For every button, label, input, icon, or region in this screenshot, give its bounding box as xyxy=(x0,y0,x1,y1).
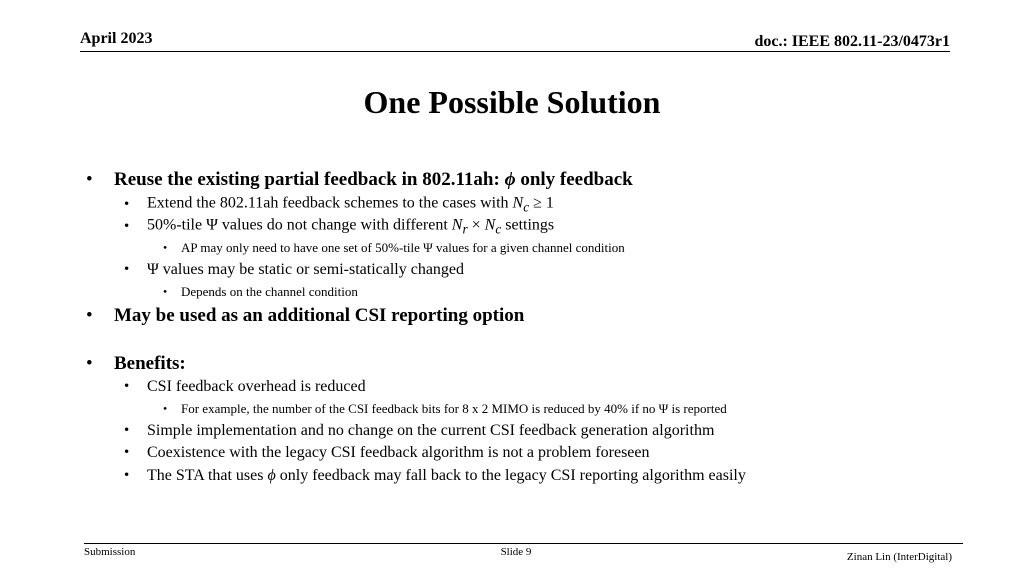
text-segment: Depends on the channel condition xyxy=(181,284,358,299)
bullet-text-level-3 xyxy=(181,240,625,256)
bullet-text-level-2 xyxy=(147,194,554,215)
text-segment: × xyxy=(467,216,485,234)
bullet-icon: • xyxy=(124,218,130,235)
bullet-icon: • xyxy=(163,240,168,255)
text-segment: AP may only need to have one set of 50%-tile Ψ values for a given channel condition xyxy=(181,240,625,255)
bullet-icon: • xyxy=(124,422,130,439)
bullet-text-level-2 xyxy=(147,216,554,237)
text-segment: Simple implementation and no change on the current CSI feedback generation algorithm xyxy=(147,422,715,439)
bullet-text-level-1 xyxy=(114,305,524,327)
header-divider xyxy=(80,51,950,52)
math-symbol: N xyxy=(484,216,496,234)
text-segment: Benefits: xyxy=(114,353,186,374)
bullet-icon: • xyxy=(163,401,168,416)
bullet-text-level-2 xyxy=(147,261,464,279)
text-segment: For example, the number of the CSI feedback bits for 8 x 2 MIMO is reduced by 40% if no Ψ is reported xyxy=(181,401,727,416)
bullet-text-level-1 xyxy=(114,353,186,375)
bullet-text-level-3 xyxy=(181,284,358,300)
bullet-icon: • xyxy=(86,169,93,190)
footer-submission: Submission xyxy=(84,546,136,558)
text-segment: 50%-tile Ψ values do not change with different xyxy=(147,216,452,234)
text-segment: The STA that uses xyxy=(147,467,268,484)
bullet-text-level-1 xyxy=(114,169,633,191)
math-symbol: r xyxy=(462,221,468,237)
bullet-text-level-2 xyxy=(147,422,714,440)
bullet-icon: • xyxy=(124,467,130,484)
text-segment: only feedback xyxy=(515,169,633,190)
footer-divider xyxy=(84,543,963,544)
bullet-icon: • xyxy=(86,305,93,326)
text-segment: May be used as an additional CSI reporting option xyxy=(114,305,525,326)
bullet-text-level-3 xyxy=(181,401,727,417)
text-segment: only feedback may fall back to the legacy CSI reporting algorithm easily xyxy=(275,467,746,484)
bullet-icon: • xyxy=(124,261,130,278)
text-segment: Reuse the existing partial feedback in 802.11ah: xyxy=(114,169,505,190)
math-symbol: N xyxy=(512,194,524,212)
bullet-text-level-2 xyxy=(147,378,366,396)
text-segment: CSI feedback overhead is reduced xyxy=(147,378,366,395)
text-segment: Extend the 802.11ah feedback schemes to the cases with xyxy=(147,194,513,212)
text-segment: Ψ values may be static or semi-statically changed xyxy=(147,261,465,278)
math-symbol: ϕ xyxy=(504,169,516,190)
header-doc-id: doc.: IEEE 802.11-23/0473r1 xyxy=(754,33,950,50)
bullet-text-level-2 xyxy=(147,444,650,462)
footer-slide-number: Slide 9 xyxy=(500,546,532,558)
header-date: April 2023 xyxy=(80,30,153,47)
footer-author: Zinan Lin (InterDigital) xyxy=(846,551,952,563)
math-symbol: ϕ xyxy=(267,467,276,484)
bullet-icon: • xyxy=(124,196,130,213)
page-title: One Possible Solution xyxy=(363,84,661,120)
bullet-text-level-2 xyxy=(147,467,746,485)
text-segment: settings xyxy=(501,216,555,234)
bullet-icon: • xyxy=(86,353,93,374)
bullet-icon: • xyxy=(124,378,130,395)
text-segment: ≥ 1 xyxy=(529,194,554,212)
math-symbol: N xyxy=(451,216,463,234)
bullet-icon: • xyxy=(163,284,168,299)
bullet-icon: • xyxy=(124,444,130,461)
math-symbol: c xyxy=(523,199,530,215)
text-segment: Coexistence with the legacy CSI feedback algorithm is not a problem foreseen xyxy=(147,444,650,461)
math-symbol: c xyxy=(495,221,502,237)
